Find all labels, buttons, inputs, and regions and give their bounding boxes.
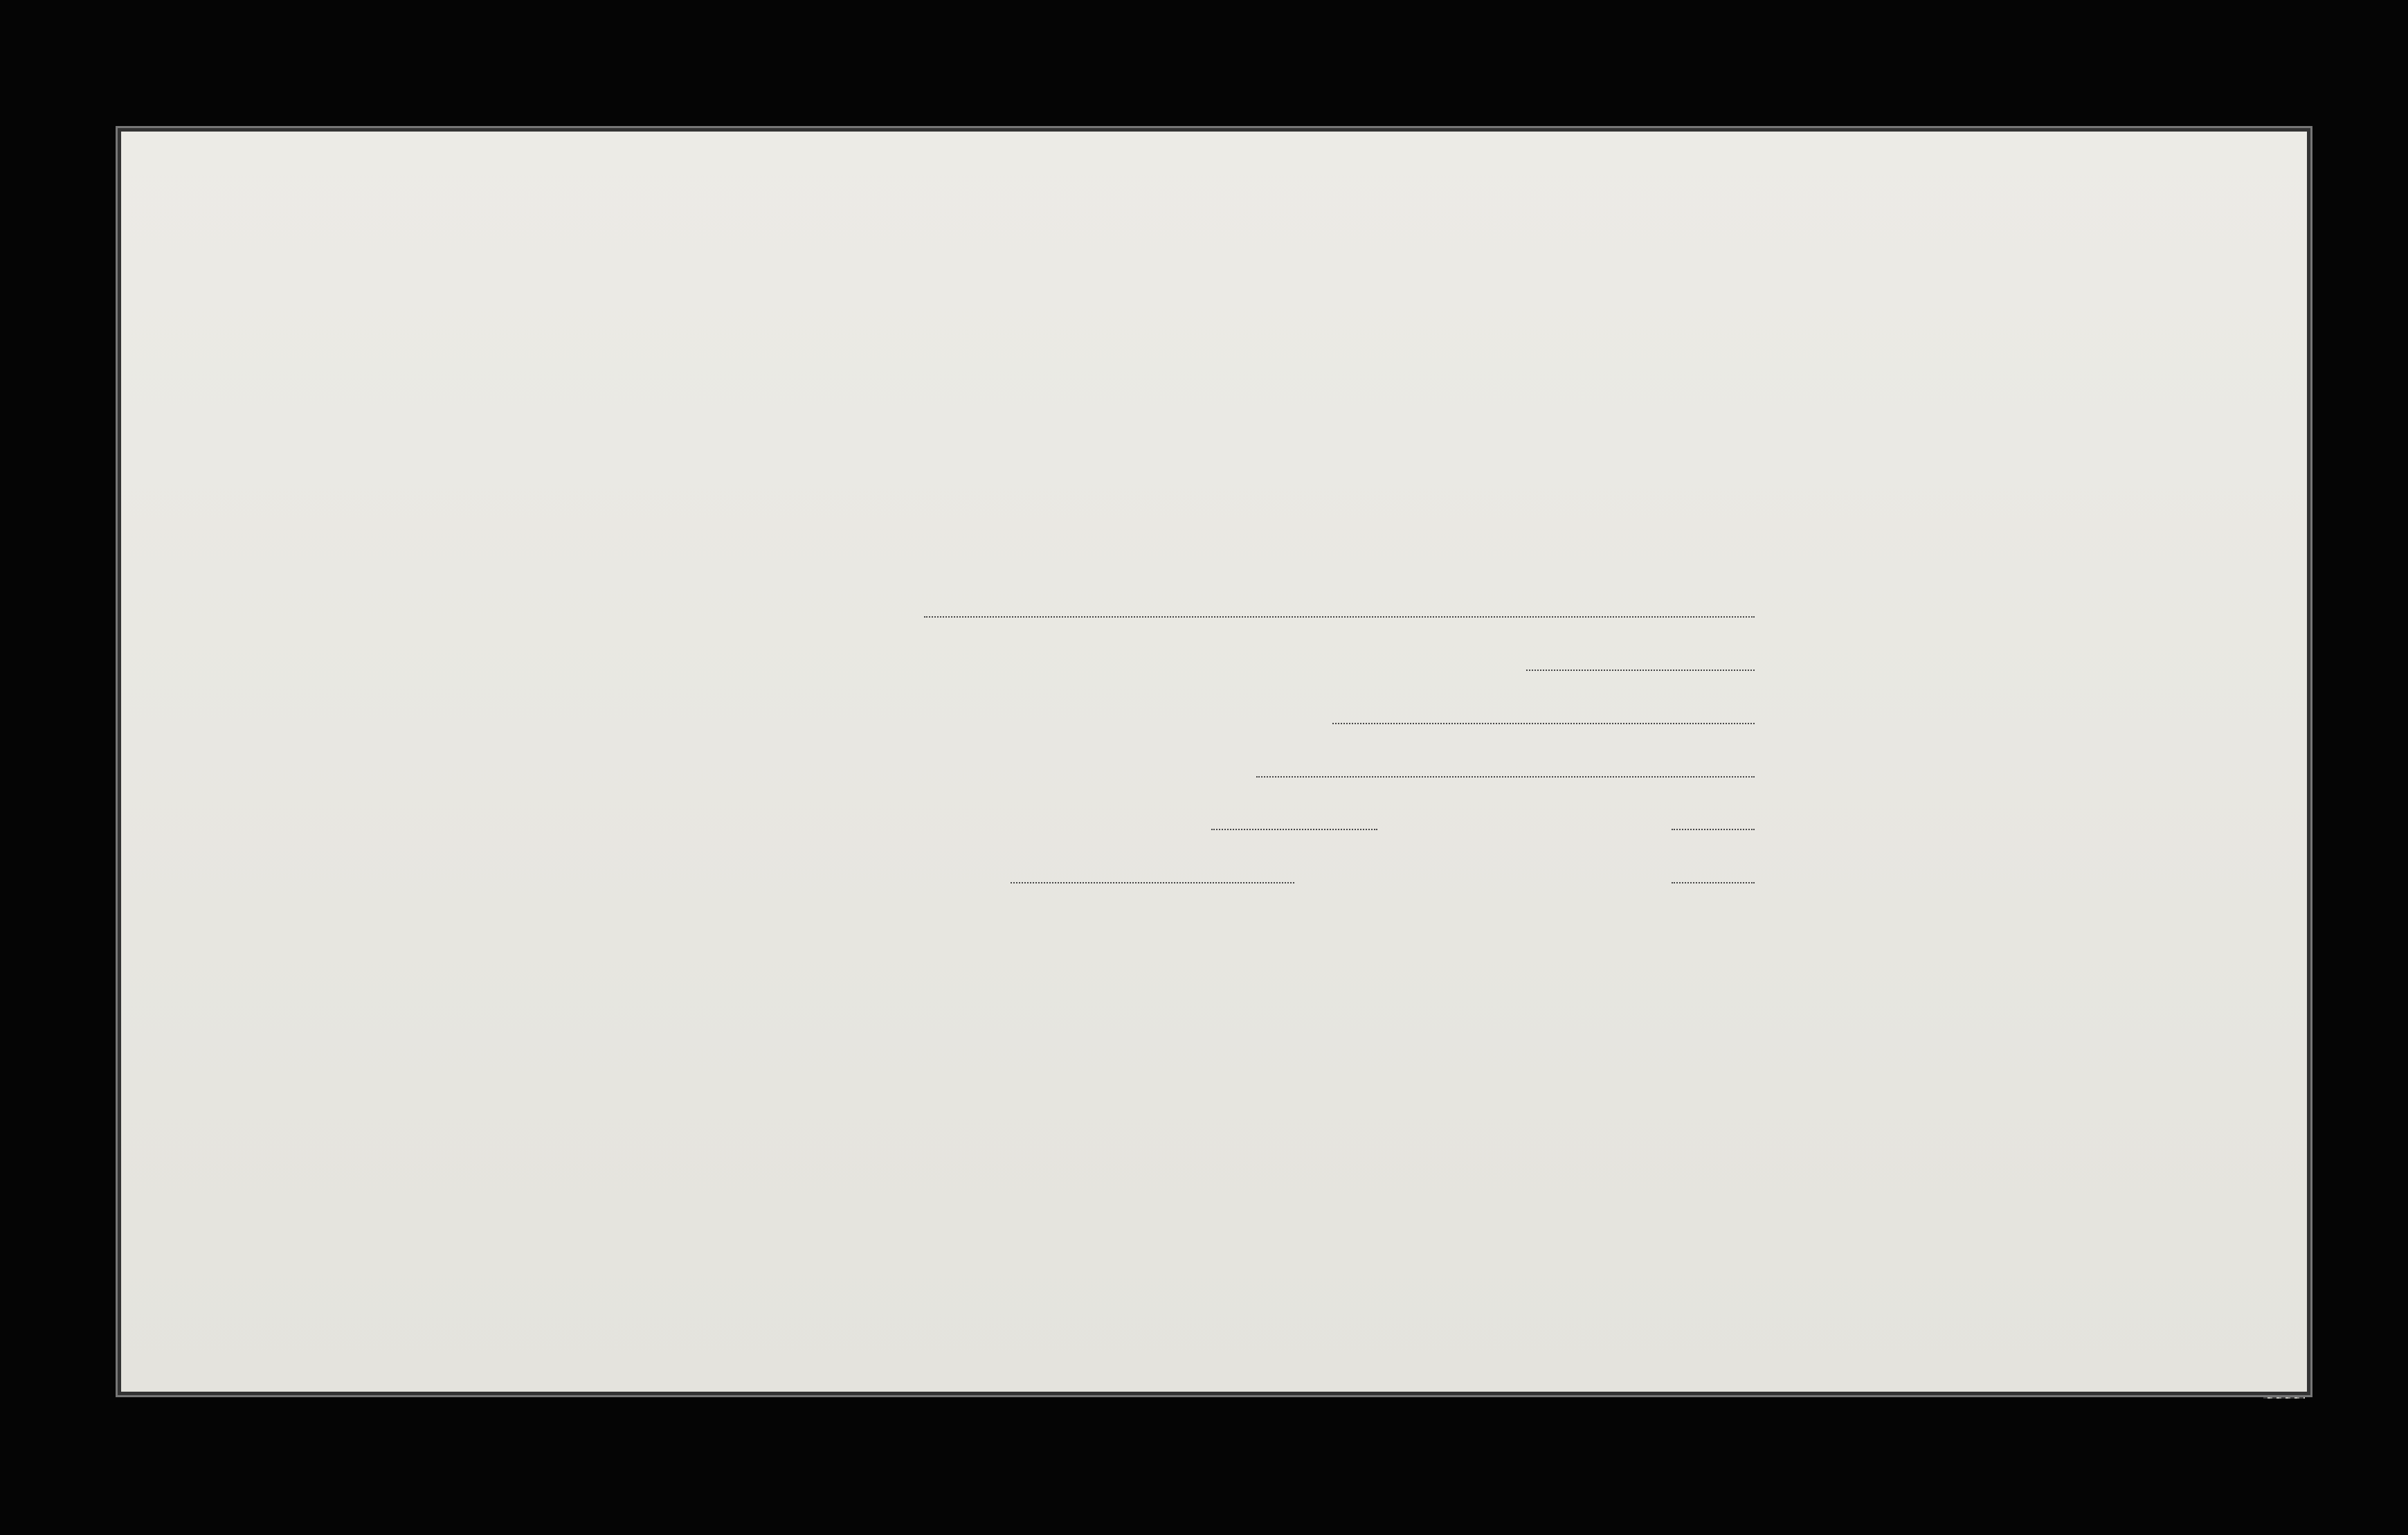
census-card-sheet bbox=[118, 128, 2310, 1395]
